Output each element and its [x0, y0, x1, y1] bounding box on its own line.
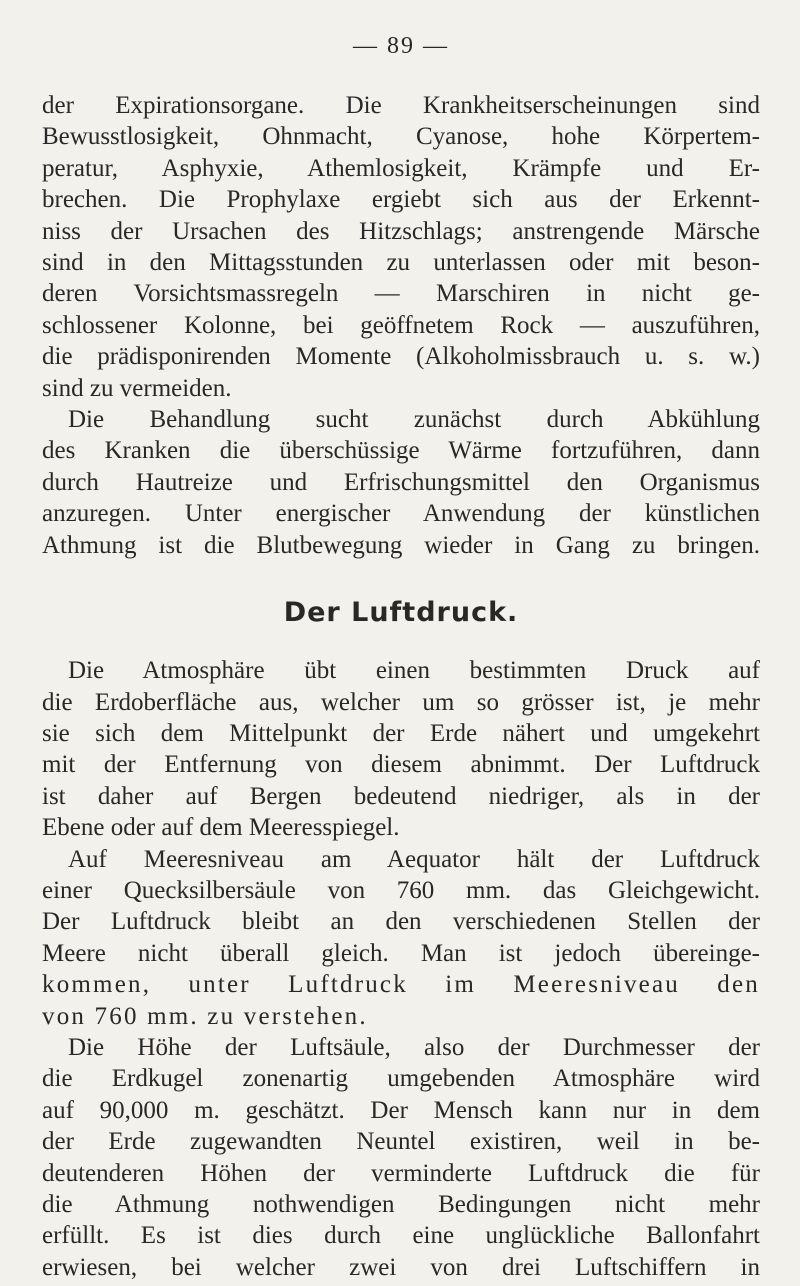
text-line: erwiesen, bei welcher zwei von drei Luftschiffern in — [42, 1253, 760, 1281]
text-line: niss der Ursachen des Hitzschlags; anstrengende Märsche — [42, 217, 760, 245]
paragraph-atmosphere — [42, 655, 760, 843]
page-number: — 89 — — [353, 33, 449, 59]
text-line: Die Behandlung sucht zunächst durch Abkühlung — [68, 406, 760, 434]
text-line: erfüllt. Es ist dies durch eine unglückliche Ballonfahrt — [42, 1222, 760, 1250]
paragraph-treatment — [42, 404, 760, 561]
text-line: ist daher auf Bergen bedeutend niedriger, als in der — [42, 782, 760, 810]
text-line: die Erdoberfläche aus, welcher um so grösser ist, je mehr — [42, 688, 760, 716]
text-line: die Athmung nothwendigen Bedingungen nicht mehr — [42, 1191, 760, 1218]
paragraph-sea-level — [42, 844, 760, 1032]
section-heading: Der Luftdruck. — [283, 597, 519, 629]
text-line: Die Höhe der Luftsäule, also der Durchmesser der — [68, 1033, 760, 1061]
text-line: von 760 mm. zu verstehen. — [42, 1002, 368, 1030]
text-line: sind in den Mittagsstunden zu unterlassen oder mit beson- — [42, 249, 760, 277]
paragraph-symptoms — [42, 90, 760, 404]
text-line: sie sich dem Mittelpunkt der Erde nähert und umgekehrt — [42, 719, 760, 747]
text-line: sind zu vermeiden. — [42, 374, 232, 402]
text-line: deutenderen Höhen der verminderte Luftdruck die für — [42, 1159, 760, 1187]
text-line: anzuregen. Unter energischer Anwendung der künstlichen — [42, 500, 760, 528]
text-line: brechen. Die Prophylaxe ergiebt sich aus der Erkennt- — [42, 186, 760, 214]
text-line: deren Vorsichtsmassregeln — Marschiren in nicht ge- — [42, 280, 760, 308]
text-line: der Expirationsorgane. Die Krankheitserscheinungen sind — [42, 92, 760, 119]
text-line: Bewusstlosigkeit, Ohnmacht, Cyanose, hohe Körpertem- — [42, 123, 760, 151]
text-line: kommen, unter Luftdruck im Meeresniveau den — [42, 971, 760, 999]
text-line: durch Hautreize und Erfrischungsmittel den Organismus — [42, 468, 760, 496]
text-line: des Kranken die überschüssige Wärme fortzuführen, dann — [42, 437, 760, 465]
text-line: auf 90,000 m. geschätzt. Der Mensch kann nur in dem — [42, 1096, 760, 1124]
text-line: peratur, Asphyxie, Athemlosigkeit, Krämpfe und Er- — [42, 154, 760, 182]
paragraph-air-column — [42, 1032, 760, 1283]
text-line: Meere nicht überall gleich. Man ist jedoch übereinge- — [42, 939, 760, 967]
text-line: einer Quecksilbersäule von 760 mm. das Gleichgewicht. — [42, 876, 760, 904]
text-line: die prädisponirenden Momente (Alkoholmissbrauch u. s. w.) — [42, 343, 760, 371]
text-line: Athmung ist die Blutbewegung wieder in Gang zu bringen. — [42, 531, 760, 559]
text-line: Der Luftdruck bleibt an den verschiedenen Stellen der — [42, 908, 760, 936]
text-line: Die Atmosphäre übt einen bestimmten Druck auf — [68, 657, 760, 685]
text-line: schlossener Kolonne, bei geöffnetem Rock — auszuführen, — [42, 311, 760, 339]
text-line: Ebene oder auf dem Meeresspiegel. — [42, 814, 400, 842]
text-line: mit der Entfernung von diesem abnimmt. Der Luftdruck — [42, 751, 760, 779]
text-line: Auf Meeresniveau am Aequator hält der Luftdruck — [68, 845, 760, 873]
text-line: die Erdkugel zonenartig umgebenden Atmosphäre wird — [42, 1065, 760, 1093]
text-line: der Erde zugewandten Neuntel existiren, weil in be- — [42, 1128, 760, 1156]
